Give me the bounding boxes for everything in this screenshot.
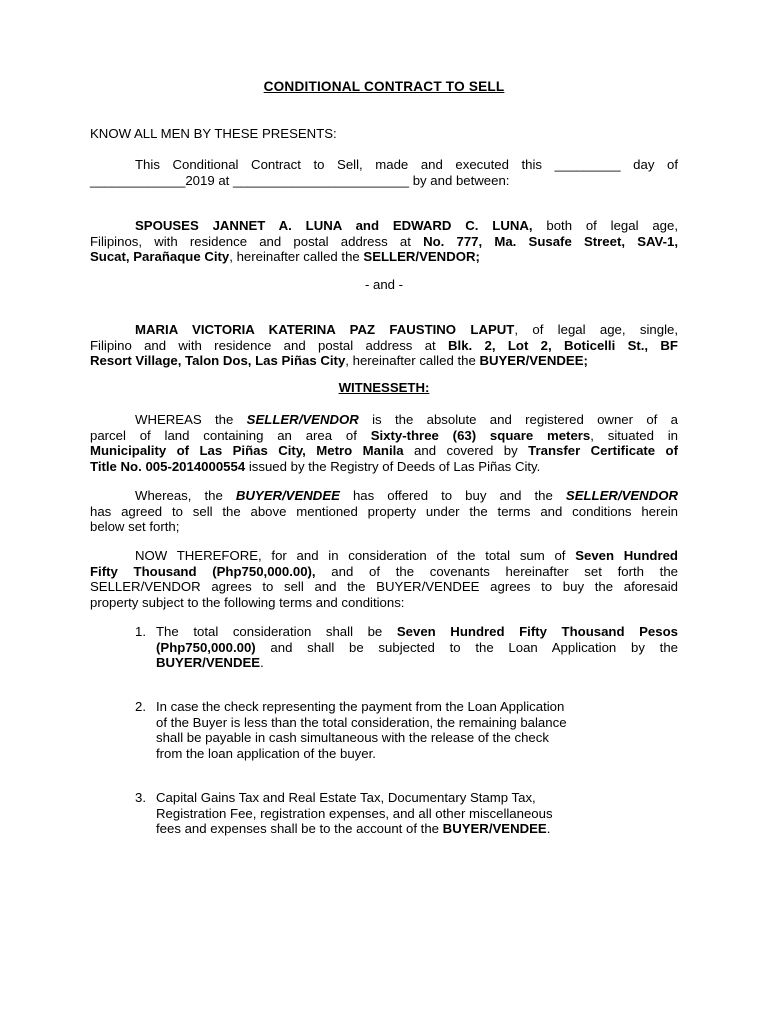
seller-role: SELLER/VENDOR;: [363, 249, 480, 264]
term-item-3: 3. Capital Gains Tax and Real Estate Tax, Documentary Stamp Tax, Registration Fee, registration expenses, and all other miscellaneous fees and expenses shall be to the account of the BUYER/VENDEE.: [135, 790, 553, 836]
buyer-role: BUYER/VENDEE;: [479, 353, 588, 368]
seller-address: No. 777, Ma. Susafe Street, SAV-1,: [423, 233, 678, 249]
buyer-address: Blk. 2, Lot 2, Boticelli St., BF: [448, 337, 678, 353]
buyer-paragraph: MARIA VICTORIA KATERINA PAZ FAUSTINO LAPUT, of legal age, single, Filipino and with residence and postal address at Blk. 2, Lot 2, Boticelli St., BF Resort Village, Talon Dos, Las Piñas City, hereinafter called the BUYER/VENDEE;: [90, 322, 678, 368]
witnesseth-heading: WITNESSETH:: [338, 380, 430, 395]
whereas-paragraph-2: Whereas, the BUYER/VENDEE has offered to buy and the SELLER/VENDOR has agreed to sell the above mentioned property under the terms and conditions herein below set forth;: [90, 488, 679, 534]
buyer-name: MARIA VICTORIA KATERINA PAZ FAUSTINO LAPUT: [135, 322, 515, 337]
seller-paragraph: SPOUSES JANNET A. LUNA and EDWARD C. LUNA, both of legal age, Filipinos, with residence and postal address at No. 777, Ma. Susafe Street, SAV-1, Sucat, Parañaque City, hereinafter called the SELLER/VENDOR;: [90, 218, 678, 264]
seller-names: SPOUSES JANNET A. LUNA and EDWARD C. LUNA,: [135, 218, 533, 233]
whereas-paragraph-1: WHEREAS the SELLER/VENDOR is the absolute and registered owner of a parcel of land containing an area of Sixty-three (63) square meters, situated in Municipality of Las Piñas City, Metro Manila and covered by Transfer Certificate of Title No. 005-2014000554 issued by the Registry of Deeds of Las Piñas City.: [90, 412, 679, 474]
document-title: CONDITIONAL CONTRACT TO SELL: [263, 79, 505, 94]
term-item-1: 1. The total consideration shall be Seven Hundred Fifty Thousand Pesos (Php750,000.00) and shall be subjected to the Loan Application by the BUYER/VENDEE.: [135, 624, 678, 670]
term-item-2: 2. In case the check representing the payment from the Loan Application of the Buyer is less than the total consideration, the remaining balance shall be payable in cash simultaneous with the release of the check from the loan application of the buyer.: [135, 699, 567, 761]
and-separator: - and -: [364, 277, 404, 292]
intro-paragraph: This Conditional Contract to Sell, made and executed this _________ day of _____________2019 at ________________________ by and between:: [90, 157, 678, 188]
now-therefore-paragraph: NOW THEREFORE, for and in consideration of the total sum of Seven Hundred Fifty Thousand (Php750,000.00), and of the covenants hereinafter set forth the SELLER/VENDOR agrees to sell and the BUYER/VENDEE agrees to buy the aforesaid property subject to the following terms and conditions:: [90, 548, 678, 610]
know-all-line: KNOW ALL MEN BY THESE PRESENTS:: [90, 126, 337, 141]
